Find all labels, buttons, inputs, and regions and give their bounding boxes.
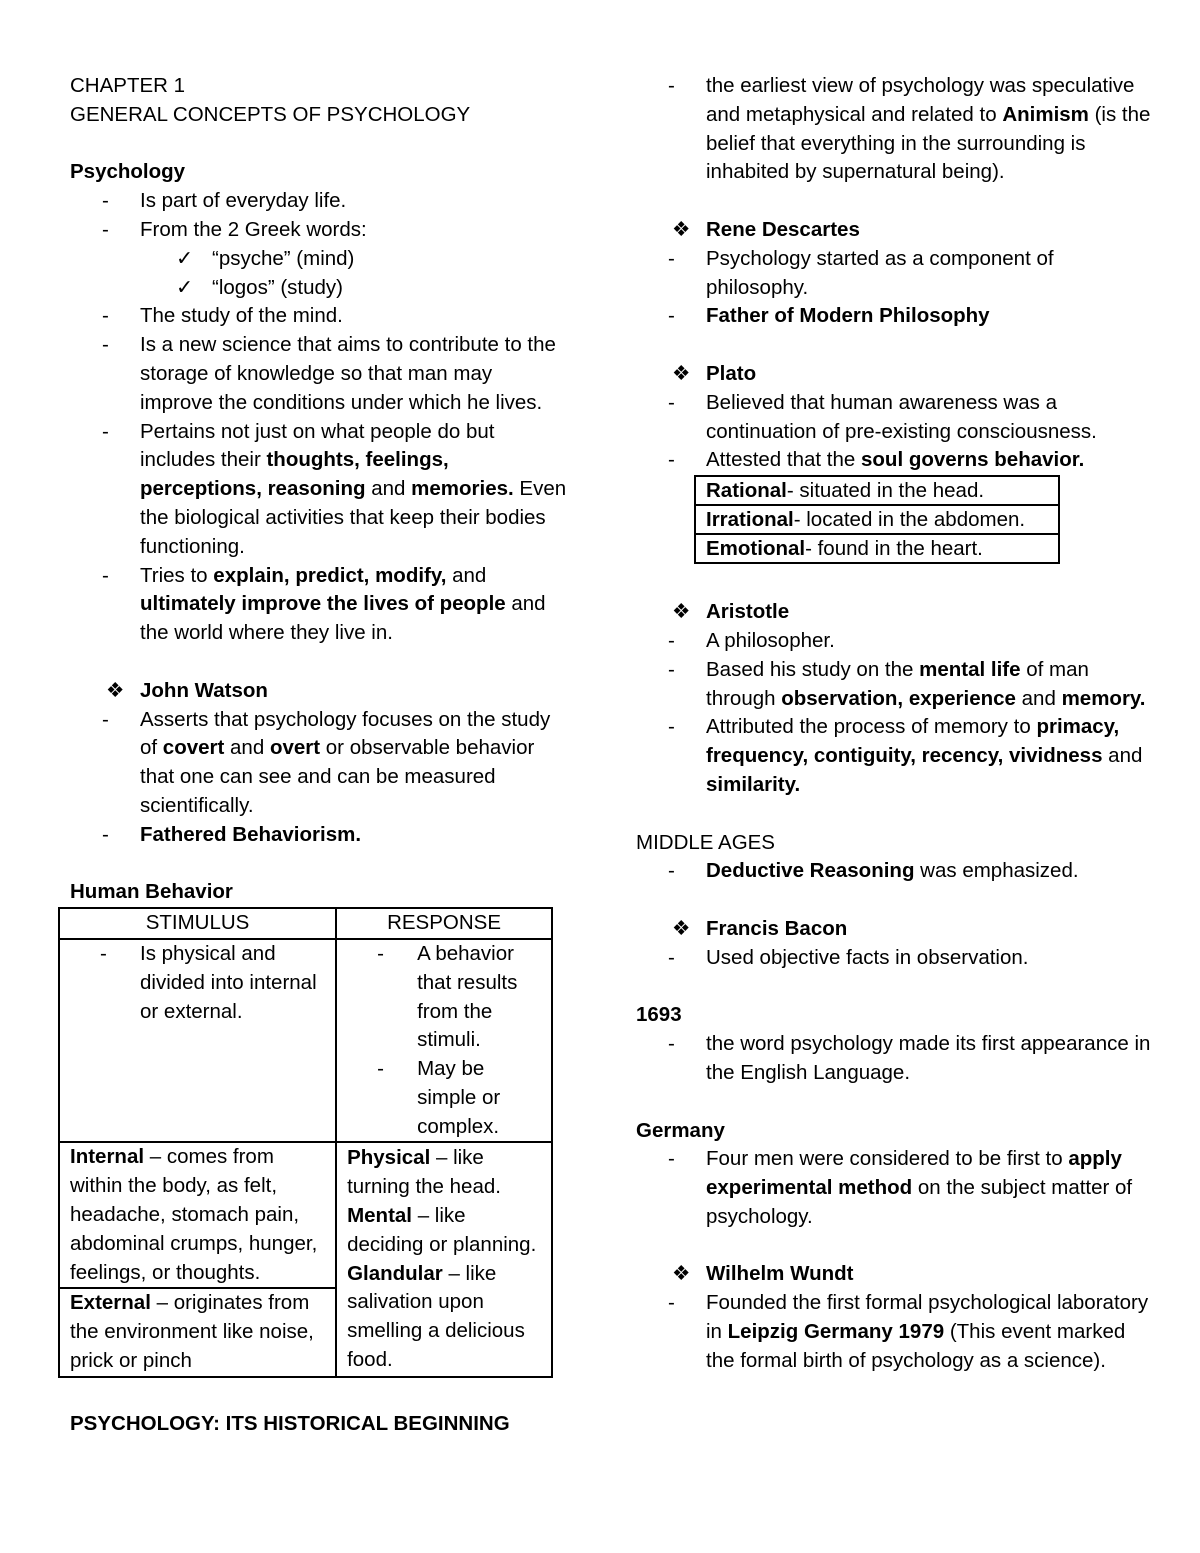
internal-stimulus-cell: Internal – comes from within the body, as felt, headache, stomach pain, abdominal crumps, hunger, feelings, or thoughts. xyxy=(59,1142,336,1288)
list-item: - Believed that human awareness was a continuation of pre-existing consciousness. xyxy=(668,390,1097,443)
list-item: - Founded the first formal psychological laboratory in Leipzig Germany 1979 (This event marked the formal birth of psychology as a science). xyxy=(668,1291,1149,1372)
list-item: - Father of Modern Philosophy xyxy=(636,302,1156,331)
dash-bullet: - xyxy=(668,74,675,97)
list-item: - Psychology started as a component of philosophy. xyxy=(668,246,1054,299)
psychology-heading: Psychology xyxy=(70,160,186,184)
diamond-bullet-icon: ❖ xyxy=(672,217,691,241)
year-heading: 1693 xyxy=(636,1003,682,1027)
list-item: - Attributed the process of memory to primacy, frequency, contiguity, recency, vividness and similarity. xyxy=(668,715,1143,796)
list-item: - Pertains not just on what people do but includes their thoughts, feelings, perceptions, reasoning and memories. Even the biological activities that keep their bodies functioning. xyxy=(102,419,567,558)
historical-heading: PSYCHOLOGY: ITS HISTORICAL BEGINNING xyxy=(70,1411,510,1435)
dash-bullet: - xyxy=(102,217,109,241)
bacon-heading: ❖ Francis Bacon xyxy=(636,915,1156,944)
list-item: - Tries to explain, predict, modify, and ultimately improve the lives of people and the world where they live in. xyxy=(102,563,546,645)
dash-bullet: - xyxy=(668,945,675,969)
diamond-bullet-icon: ❖ xyxy=(106,678,125,702)
diamond-bullet-icon: ❖ xyxy=(672,361,691,385)
dash-bullet: - xyxy=(668,859,675,883)
irrational-row: Irrational- located in the abdomen. xyxy=(696,506,1058,535)
dash-bullet: - xyxy=(102,333,109,357)
dash-bullet: - xyxy=(377,1057,384,1081)
soul-parts-box xyxy=(694,475,1060,564)
list-item: - Based his study on the mental life of man through observation, experience and memory. xyxy=(668,657,1146,710)
dash-bullet: - xyxy=(102,189,109,213)
descartes-heading: ❖ Rene Descartes xyxy=(636,216,1156,245)
chapter-label: CHAPTER 1 xyxy=(70,74,186,97)
list-item: - the word psychology made its first appearance in the English Language. xyxy=(668,1032,1151,1084)
dash-bullet: - xyxy=(668,715,675,739)
diamond-bullet-icon: ❖ xyxy=(672,600,691,624)
check-icon: ✓ xyxy=(176,246,194,270)
sub-list-item: ✓ “psyche” (mind) xyxy=(70,245,570,274)
aristotle-heading: ❖ Aristotle xyxy=(636,598,1156,627)
response-description-cell xyxy=(336,939,552,1143)
external-stimulus-cell: External – originates from the environment like noise, prick or pinch xyxy=(59,1288,336,1376)
dash-bullet: - xyxy=(102,419,109,443)
chapter-title: GENERAL CONCEPTS OF PSYCHOLOGY xyxy=(70,102,471,126)
list-item: - Used objective facts in observation. xyxy=(636,944,1156,973)
dash-bullet: - xyxy=(668,1291,675,1315)
diamond-bullet-icon: ❖ xyxy=(672,916,691,940)
right-column xyxy=(636,72,1156,1376)
list-item: - Is physical and divided into internal or external. xyxy=(100,941,317,1023)
germany-heading: Germany xyxy=(636,1118,725,1142)
human-behavior-table xyxy=(58,907,553,1378)
table-header-response: RESPONSE xyxy=(336,908,552,939)
diamond-bullet-icon: ❖ xyxy=(672,1262,691,1286)
check-icon: ✓ xyxy=(176,275,194,299)
list-item: - Deductive Reasoning was emphasized. xyxy=(636,857,1156,886)
table-header-stimulus: STIMULUS xyxy=(59,908,336,939)
list-item: - A philosopher. xyxy=(636,627,1156,656)
dash-bullet: - xyxy=(668,304,675,328)
stimulus-description-cell xyxy=(59,939,336,1143)
list-item: - Is a new science that aims to contribute to the storage of knowledge so that man may improve the conditions under which he lives. xyxy=(102,333,556,414)
list-item: - the earliest view of psychology was speculative and metaphysical and related to Animism (is the belief that everything in the surrounding is inhabited by supernatural being). xyxy=(668,74,1151,184)
watson-heading: ❖ John Watson xyxy=(70,677,570,706)
dash-bullet: - xyxy=(102,822,109,846)
dash-bullet: - xyxy=(102,304,109,328)
dash-bullet: - xyxy=(102,563,109,587)
list-item: - Attested that the soul governs behavior. xyxy=(636,446,1156,475)
list-item: - The study of the mind. xyxy=(70,302,570,331)
rational-row: Rational- situated in the head. xyxy=(696,477,1058,506)
list-item: - From the 2 Greek words: xyxy=(70,216,570,245)
plato-heading: ❖ Plato xyxy=(636,360,1156,389)
dash-bullet: - xyxy=(668,628,675,652)
dash-bullet: - xyxy=(668,1032,675,1056)
dash-bullet: - xyxy=(100,941,107,965)
list-item: - Is part of everyday life. xyxy=(70,187,570,216)
dash-bullet: - xyxy=(668,657,675,681)
dash-bullet: - xyxy=(668,448,675,472)
response-types-cell: Physical – like turning the head. Mental – like deciding or planning. Glandular – like salivation upon smelling a delicious food. xyxy=(336,1142,552,1376)
sub-list-item: ✓ “logos” (study) xyxy=(70,274,570,303)
left-column xyxy=(70,72,570,1439)
wundt-heading: ❖ Wilhelm Wundt xyxy=(636,1260,1156,1289)
dash-bullet: - xyxy=(102,707,109,731)
list-item: - A behavior that results from the stimuli. xyxy=(377,941,518,1052)
dash-bullet: - xyxy=(377,941,384,965)
list-item: - Fathered Behaviorism. xyxy=(70,821,570,850)
human-behavior-heading: Human Behavior xyxy=(70,880,233,904)
list-item: - Asserts that psychology focuses on the study of covert and overt or observable behavior that one can see and can be measured scientifically. xyxy=(102,707,551,817)
dash-bullet: - xyxy=(668,390,675,414)
dash-bullet: - xyxy=(668,1147,675,1171)
middle-ages-heading: MIDDLE AGES xyxy=(636,830,775,854)
dash-bullet: - xyxy=(668,246,675,270)
emotional-row: Emotional- found in the heart. xyxy=(706,537,983,561)
list-item: - Four men were considered to be first to apply experimental method on the subject matter of psychology. xyxy=(668,1147,1133,1228)
list-item: - May be simple or complex. xyxy=(377,1057,501,1138)
